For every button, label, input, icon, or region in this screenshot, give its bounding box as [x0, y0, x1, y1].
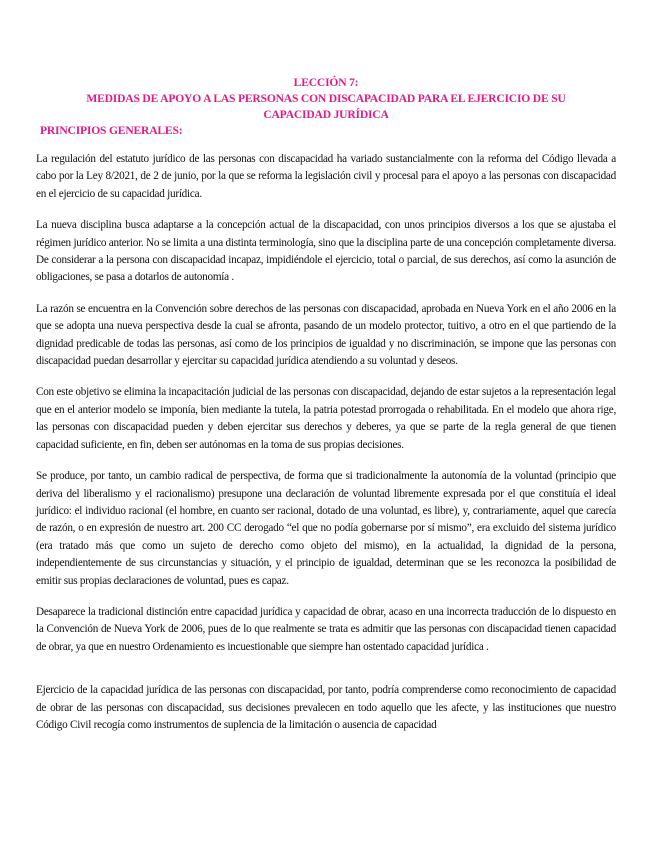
paragraph-3: La razón se encuentra en la Convención sobre derechos de las personas con discapacidad, aprobada en Nueva York en el año 2006 en la que se adopta una nueva perspectiva desde la cual se afronta, pasando de un modelo protector, tuitivo, a otro en el que partiendo de la dignidad predicable de todas las personas, así como de los principios de igualdad y no discriminación, se impone que las personas con discapacidad puedan desarrollar y ejercitar su capacidad jurídica atendiendo a su voluntad y deseos.: [36, 302, 616, 368]
paragraph-6: Desaparece la tradicional distinción entre capacidad jurídica y capacidad de obrar, acaso en una incorrecta traducción de lo dispuesto en la Convención de Nueva York de 2006, pues de lo que realmente se trata es admitir que las personas con discapacidad tienen capacidad de obrar, ya que en nuestro Ordenamiento es incuestionable que siempre han ostentado capacidad jurídica .: [36, 605, 616, 653]
lesson-title-line-1: MEDIDAS DE APOYO A LAS PERSONAS CON DISCAPACIDAD PARA EL EJERCICIO DE SU: [86, 92, 566, 105]
section-heading: PRINCIPIOS GENERALES:: [40, 124, 183, 137]
paragraph-1: La regulación del estatuto jurídico de las personas con discapacidad ha variado sustancialmente con la reforma del Código llevada a cabo por la Ley 8/2021, de 2 de junio, por la que se reforma la legislación civil y procesal para el apoyo a las personas con discapacidad en el ejercicio de su capacidad jurídica.: [36, 153, 616, 200]
lesson-title-line-2: CAPACIDAD JURÍDICA: [263, 108, 389, 121]
title-block: [36, 75, 616, 123]
paragraph-5: Se produce, por tanto, un cambio radical de perspectiva, de forma que si tradicionalmente la autonomía de la voluntad (principio que deriva del liberalismo y el racionalismo) presupone una declaración de voluntad libremente expresada por el que constituía el ideal jurídico: el individuo racional (el hombre, en cuanto ser racional, dotado de una voluntad, es libre), y, contrariamente, aquel que carecía de razón, o en expresión de nuestro art. 200 CC derogado “el que no podía gobernarse por sí mismo”, era excluido del sistema jurídico (era tratado más que como un sujeto de derecho como objeto del mismo), en la actualidad, la dignidad de la persona, independientemente de sus circunstancias y situación, y el principio de igualdad, determinan que se les reconozca la posibilidad de emitir sus propias declaraciones de voluntad, pues es capaz.: [36, 470, 616, 587]
document-page: [36, 75, 616, 748]
paragraph-7: Ejercicio de la capacidad jurídica de las personas con discapacidad, por tanto, podría comprenderse como reconocimiento de capacidad de obrar de las personas con discapacidad, sus decisiones prevalecen en todo aquello que les afecte, y las instituciones que nuestro Código Civil recogía como instrumentos de suplencia de la limitación o ausencia de capacidad: [36, 684, 616, 731]
paragraph-4: Con este objetivo se elimina la incapacitación judicial de las personas con discapacidad, dejando de estar sujetos a la representación legal que en el anterior modelo se imponía, bien mediante la tutela, la patria potestad prorrogada o rehabilitada. En el modelo que ahora rige, las personas con discapacidad pueden y deben ejercitar sus derechos y deberes, ya que se parte de la regla general de que tienen capacidad suficiente, en fin, deben ser autónomas en la toma de sus propias decisiones.: [36, 386, 616, 451]
lesson-number: LECCIÓN 7:: [293, 76, 359, 89]
paragraph-2: La nueva disciplina busca adaptarse a la concepción actual de la discapacidad, con unos principios diversos a los que se ajustaba el régimen jurídico anterior. No se limita a una distinta terminología, sino que la disciplina parte de una concepción completamente diversa. De considerar a la persona con discapacidad incapaz, impidiéndole el ejercicio, total o parcial, de sus derechos, así como la asunción de obligaciones, se pasa a dotarlos de autonomía .: [36, 219, 616, 284]
